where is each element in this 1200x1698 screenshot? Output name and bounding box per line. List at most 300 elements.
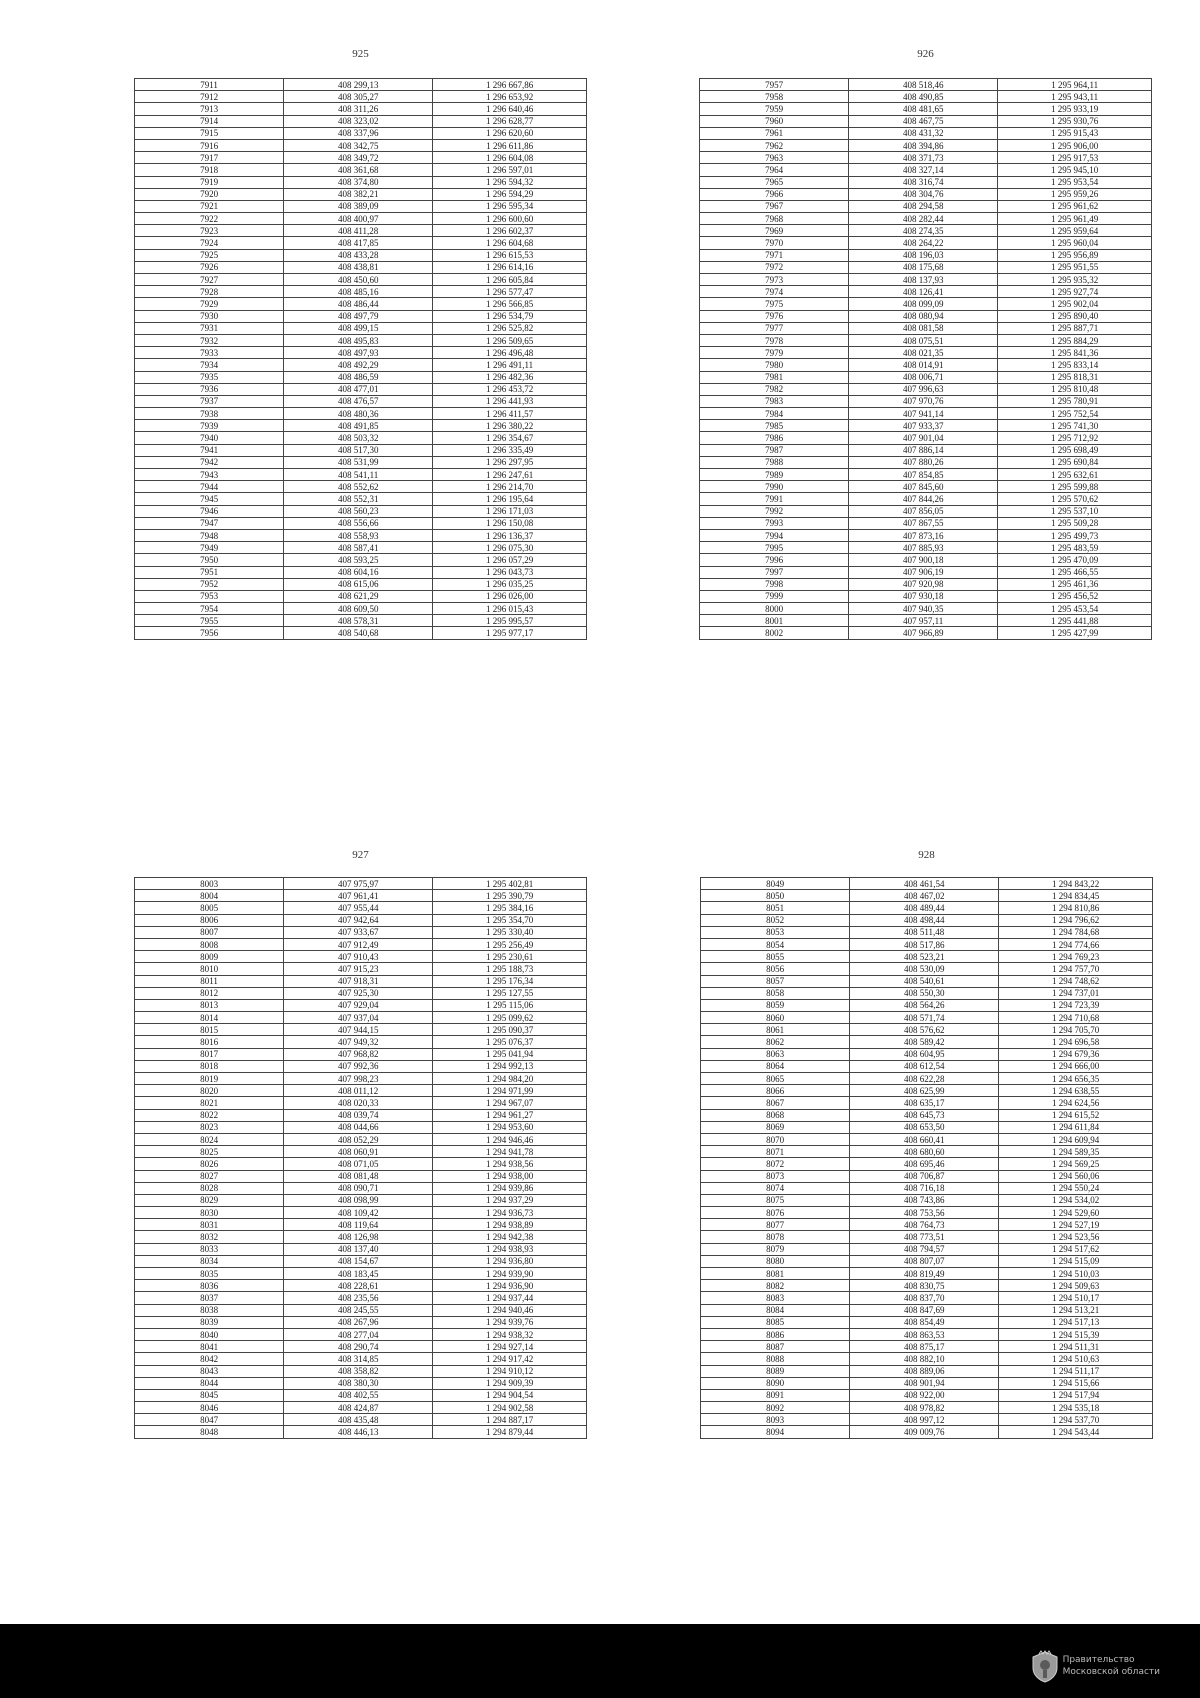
y-coordinate-cell: 1 295 390,79	[433, 890, 587, 902]
table-row	[701, 963, 1153, 975]
table-row	[135, 1255, 587, 1267]
table-row	[135, 139, 587, 151]
table-row	[135, 347, 587, 359]
y-coordinate-cell: 1 295 884,29	[998, 334, 1152, 346]
table-row	[135, 286, 587, 298]
point-number-cell: 7999	[700, 590, 849, 602]
table-row	[700, 139, 1152, 151]
table-row	[700, 127, 1152, 139]
point-number-cell: 8026	[135, 1158, 284, 1170]
y-coordinate-cell: 1 295 537,10	[998, 505, 1152, 517]
point-number-cell: 8022	[135, 1109, 284, 1121]
y-coordinate-cell: 1 294 517,94	[999, 1389, 1153, 1401]
x-coordinate-cell: 408 081,58	[849, 322, 998, 334]
y-coordinate-cell: 1 295 752,54	[998, 408, 1152, 420]
point-number-cell: 7950	[135, 554, 284, 566]
y-coordinate-cell: 1 295 961,49	[998, 213, 1152, 225]
y-coordinate-cell: 1 294 879,44	[433, 1426, 587, 1438]
point-number-cell: 8089	[701, 1365, 850, 1377]
y-coordinate-cell: 1 294 513,21	[999, 1304, 1153, 1316]
table-row	[700, 286, 1152, 298]
point-number-cell: 8049	[701, 878, 850, 890]
table-row	[701, 890, 1153, 902]
point-number-cell: 7915	[135, 127, 284, 139]
x-coordinate-cell: 408 889,06	[850, 1365, 999, 1377]
x-coordinate-cell: 408 485,16	[284, 286, 433, 298]
table-row	[135, 152, 587, 164]
table-row	[135, 1328, 587, 1340]
y-coordinate-cell: 1 295 915,43	[998, 127, 1152, 139]
y-coordinate-cell: 1 295 076,37	[433, 1036, 587, 1048]
table-row	[135, 1268, 587, 1280]
x-coordinate-cell: 408 589,42	[850, 1036, 999, 1048]
table-row	[135, 322, 587, 334]
y-coordinate-cell: 1 296 354,67	[433, 432, 587, 444]
point-number-cell: 7975	[700, 298, 849, 310]
table-row	[135, 1304, 587, 1316]
point-number-cell: 8003	[135, 878, 284, 890]
table-row	[700, 213, 1152, 225]
x-coordinate-cell: 408 680,60	[850, 1146, 999, 1158]
y-coordinate-cell: 1 294 938,32	[433, 1328, 587, 1340]
y-coordinate-cell: 1 295 833,14	[998, 359, 1152, 371]
y-coordinate-cell: 1 294 936,80	[433, 1255, 587, 1267]
x-coordinate-cell: 408 922,00	[850, 1389, 999, 1401]
table-row	[701, 1146, 1153, 1158]
table-row	[135, 1402, 587, 1414]
table-row	[135, 249, 587, 261]
y-coordinate-cell: 1 295 953,54	[998, 176, 1152, 188]
y-coordinate-cell: 1 296 605,84	[433, 274, 587, 286]
point-number-cell: 8015	[135, 1024, 284, 1036]
point-number-cell: 7977	[700, 322, 849, 334]
table-row	[135, 1036, 587, 1048]
y-coordinate-cell: 1 296 335,49	[433, 444, 587, 456]
y-coordinate-cell: 1 295 690,84	[998, 456, 1152, 468]
x-coordinate-cell: 408 080,94	[849, 310, 998, 322]
table-row	[700, 432, 1152, 444]
point-number-cell: 8044	[135, 1377, 284, 1389]
point-number-cell: 8081	[701, 1268, 850, 1280]
point-number-cell: 8047	[135, 1414, 284, 1426]
y-coordinate-cell: 1 294 550,24	[999, 1182, 1153, 1194]
x-coordinate-cell: 408 612,54	[850, 1060, 999, 1072]
x-coordinate-cell: 408 417,85	[284, 237, 433, 249]
table-row	[700, 627, 1152, 639]
y-coordinate-cell: 1 294 527,19	[999, 1219, 1153, 1231]
page-number: 927	[352, 849, 369, 861]
y-coordinate-cell: 1 294 696,58	[999, 1036, 1153, 1048]
point-number-cell: 8051	[701, 902, 850, 914]
table-row	[701, 1268, 1153, 1280]
table-row	[135, 1182, 587, 1194]
x-coordinate-cell: 408 716,18	[850, 1182, 999, 1194]
y-coordinate-cell: 1 295 099,62	[433, 1012, 587, 1024]
point-number-cell: 8073	[701, 1170, 850, 1182]
table-row	[135, 902, 587, 914]
table-row	[700, 359, 1152, 371]
y-coordinate-cell: 1 294 611,84	[999, 1121, 1153, 1133]
y-coordinate-cell: 1 294 942,38	[433, 1231, 587, 1243]
footer-bar	[0, 1624, 1200, 1698]
point-number-cell: 8009	[135, 951, 284, 963]
x-coordinate-cell: 407 957,11	[849, 615, 998, 627]
point-number-cell: 7989	[700, 469, 849, 481]
table-row	[701, 1182, 1153, 1194]
point-number-cell: 8011	[135, 975, 284, 987]
y-coordinate-cell: 1 296 491,11	[433, 359, 587, 371]
table-row	[135, 1073, 587, 1085]
x-coordinate-cell: 407 873,16	[849, 529, 998, 541]
table-row	[700, 176, 1152, 188]
table-row	[700, 334, 1152, 346]
x-coordinate-cell: 408 424,87	[284, 1402, 433, 1414]
x-coordinate-cell: 408 389,09	[284, 200, 433, 212]
page-926	[699, 48, 1152, 738]
x-coordinate-cell: 407 900,18	[849, 554, 998, 566]
table-row	[135, 529, 587, 541]
point-number-cell: 7938	[135, 408, 284, 420]
x-coordinate-cell: 408 361,68	[284, 164, 433, 176]
table-row	[135, 926, 587, 938]
y-coordinate-cell: 1 296 482,36	[433, 371, 587, 383]
x-coordinate-cell: 408 052,29	[284, 1133, 433, 1145]
table-row	[701, 902, 1153, 914]
y-coordinate-cell: 1 294 769,23	[999, 951, 1153, 963]
y-coordinate-cell: 1 294 971,99	[433, 1085, 587, 1097]
x-coordinate-cell: 408 228,61	[284, 1280, 433, 1292]
table-row	[700, 456, 1152, 468]
point-number-cell: 7959	[700, 103, 849, 115]
table-row	[700, 91, 1152, 103]
x-coordinate-cell: 408 819,49	[850, 1268, 999, 1280]
y-coordinate-cell: 1 294 953,60	[433, 1121, 587, 1133]
x-coordinate-cell: 408 523,21	[850, 951, 999, 963]
y-coordinate-cell: 1 296 604,68	[433, 237, 587, 249]
point-number-cell: 7923	[135, 225, 284, 237]
x-coordinate-cell: 408 552,62	[284, 481, 433, 493]
point-number-cell: 7914	[135, 115, 284, 127]
table-row	[700, 603, 1152, 615]
y-coordinate-cell: 1 294 517,62	[999, 1243, 1153, 1255]
y-coordinate-cell: 1 295 841,36	[998, 347, 1152, 359]
y-coordinate-cell: 1 294 615,52	[999, 1109, 1153, 1121]
x-coordinate-cell: 408 495,83	[284, 334, 433, 346]
y-coordinate-cell: 1 295 890,40	[998, 310, 1152, 322]
x-coordinate-cell: 408 402,55	[284, 1389, 433, 1401]
y-coordinate-cell: 1 295 483,59	[998, 542, 1152, 554]
point-number-cell: 8050	[701, 890, 850, 902]
table-row	[135, 963, 587, 975]
y-coordinate-cell: 1 294 535,18	[999, 1402, 1153, 1414]
y-coordinate-cell: 1 296 214,70	[433, 481, 587, 493]
table-row	[135, 627, 587, 639]
point-number-cell: 8083	[701, 1292, 850, 1304]
y-coordinate-cell: 1 294 534,02	[999, 1194, 1153, 1206]
y-coordinate-cell: 1 296 043,73	[433, 566, 587, 578]
y-coordinate-cell: 1 294 843,22	[999, 878, 1153, 890]
point-number-cell: 7972	[700, 261, 849, 273]
y-coordinate-cell: 1 294 515,09	[999, 1255, 1153, 1267]
point-number-cell: 7991	[700, 493, 849, 505]
point-number-cell: 8035	[135, 1268, 284, 1280]
x-coordinate-cell: 408 635,17	[850, 1097, 999, 1109]
table-row	[135, 878, 587, 890]
x-coordinate-cell: 408 481,65	[849, 103, 998, 115]
point-number-cell: 8027	[135, 1170, 284, 1182]
point-number-cell: 8084	[701, 1304, 850, 1316]
point-number-cell: 7976	[700, 310, 849, 322]
point-number-cell: 7998	[700, 578, 849, 590]
point-number-cell: 8031	[135, 1219, 284, 1231]
point-number-cell: 8028	[135, 1182, 284, 1194]
table-row	[701, 1365, 1153, 1377]
table-row	[701, 938, 1153, 950]
point-number-cell: 7955	[135, 615, 284, 627]
y-coordinate-cell: 1 295 961,62	[998, 200, 1152, 212]
x-coordinate-cell: 408 006,71	[849, 371, 998, 383]
point-number-cell: 8054	[701, 938, 850, 950]
point-number-cell: 8062	[701, 1036, 850, 1048]
table-row	[700, 493, 1152, 505]
x-coordinate-cell: 408 380,30	[284, 1377, 433, 1389]
y-coordinate-cell: 1 295 960,04	[998, 237, 1152, 249]
point-number-cell: 8002	[700, 627, 849, 639]
y-coordinate-cell: 1 294 517,13	[999, 1316, 1153, 1328]
coordinates-table	[699, 78, 1152, 640]
table-row	[700, 200, 1152, 212]
x-coordinate-cell: 408 467,75	[849, 115, 998, 127]
table-row	[701, 1121, 1153, 1133]
table-row	[135, 383, 587, 395]
x-coordinate-cell: 408 518,46	[849, 79, 998, 91]
x-coordinate-cell: 408 394,86	[849, 139, 998, 151]
x-coordinate-cell: 408 126,98	[284, 1231, 433, 1243]
x-coordinate-cell: 408 552,31	[284, 493, 433, 505]
point-number-cell: 7921	[135, 200, 284, 212]
y-coordinate-cell: 1 295 230,61	[433, 951, 587, 963]
point-number-cell: 8024	[135, 1133, 284, 1145]
point-number-cell: 7918	[135, 164, 284, 176]
table-row	[701, 1036, 1153, 1048]
x-coordinate-cell: 408 382,21	[284, 188, 433, 200]
point-number-cell: 7941	[135, 444, 284, 456]
x-coordinate-cell: 408 290,74	[284, 1341, 433, 1353]
y-coordinate-cell: 1 294 511,17	[999, 1365, 1153, 1377]
y-coordinate-cell: 1 295 456,52	[998, 590, 1152, 602]
coordinates-table	[700, 877, 1153, 1439]
y-coordinate-cell: 1 296 611,86	[433, 139, 587, 151]
point-number-cell: 8012	[135, 987, 284, 999]
y-coordinate-cell: 1 295 741,30	[998, 420, 1152, 432]
x-coordinate-cell: 408 489,44	[850, 902, 999, 914]
x-coordinate-cell: 407 906,19	[849, 566, 998, 578]
x-coordinate-cell: 408 011,12	[284, 1085, 433, 1097]
table-row	[701, 914, 1153, 926]
table-row	[701, 878, 1153, 890]
point-number-cell: 7926	[135, 261, 284, 273]
x-coordinate-cell: 408 337,96	[284, 127, 433, 139]
point-number-cell: 8030	[135, 1207, 284, 1219]
y-coordinate-cell: 1 294 946,46	[433, 1133, 587, 1145]
table-row	[135, 456, 587, 468]
table-row	[135, 542, 587, 554]
table-row	[701, 1353, 1153, 1365]
point-number-cell: 7966	[700, 188, 849, 200]
point-number-cell: 8046	[135, 1402, 284, 1414]
y-coordinate-cell: 1 294 909,39	[433, 1377, 587, 1389]
table-row	[701, 1377, 1153, 1389]
table-row	[700, 310, 1152, 322]
y-coordinate-cell: 1 295 959,64	[998, 225, 1152, 237]
point-number-cell: 8005	[135, 902, 284, 914]
table-row	[700, 383, 1152, 395]
y-coordinate-cell: 1 295 712,92	[998, 432, 1152, 444]
x-coordinate-cell: 408 604,95	[850, 1048, 999, 1060]
y-coordinate-cell: 1 296 026,00	[433, 590, 587, 602]
table-row	[135, 274, 587, 286]
point-number-cell: 8064	[701, 1060, 850, 1072]
point-number-cell: 8074	[701, 1182, 850, 1194]
y-coordinate-cell: 1 294 509,63	[999, 1280, 1153, 1292]
point-number-cell: 8066	[701, 1085, 850, 1097]
x-coordinate-cell: 408 875,17	[850, 1341, 999, 1353]
point-number-cell: 8017	[135, 1048, 284, 1060]
point-number-cell: 7983	[700, 395, 849, 407]
table-row	[135, 103, 587, 115]
y-coordinate-cell: 1 295 441,88	[998, 615, 1152, 627]
table-row	[701, 1426, 1153, 1438]
point-number-cell: 8000	[700, 603, 849, 615]
x-coordinate-cell: 408 467,02	[850, 890, 999, 902]
table-row	[701, 1073, 1153, 1085]
table-row	[701, 926, 1153, 938]
x-coordinate-cell: 408 997,12	[850, 1414, 999, 1426]
point-number-cell: 8076	[701, 1207, 850, 1219]
x-coordinate-cell: 407 920,98	[849, 578, 998, 590]
x-coordinate-cell: 408 794,57	[850, 1243, 999, 1255]
y-coordinate-cell: 1 295 917,53	[998, 152, 1152, 164]
table-row	[135, 127, 587, 139]
point-number-cell: 7970	[700, 237, 849, 249]
table-row	[135, 1012, 587, 1024]
y-coordinate-cell: 1 295 499,73	[998, 529, 1152, 541]
x-coordinate-cell: 408 126,41	[849, 286, 998, 298]
x-coordinate-cell: 407 856,05	[849, 505, 998, 517]
y-coordinate-cell: 1 296 577,47	[433, 286, 587, 298]
y-coordinate-cell: 1 295 427,99	[998, 627, 1152, 639]
y-coordinate-cell: 1 294 679,36	[999, 1048, 1153, 1060]
point-number-cell: 8032	[135, 1231, 284, 1243]
point-number-cell: 8087	[701, 1341, 850, 1353]
table-row	[135, 176, 587, 188]
x-coordinate-cell: 408 743,86	[850, 1194, 999, 1206]
point-number-cell: 7978	[700, 334, 849, 346]
y-coordinate-cell: 1 294 638,55	[999, 1085, 1153, 1097]
point-number-cell: 8078	[701, 1231, 850, 1243]
point-number-cell: 8070	[701, 1133, 850, 1145]
y-coordinate-cell: 1 294 537,70	[999, 1414, 1153, 1426]
y-coordinate-cell: 1 295 698,49	[998, 444, 1152, 456]
table-row	[135, 1243, 587, 1255]
table-row	[135, 444, 587, 456]
table-row	[701, 1048, 1153, 1060]
y-coordinate-cell: 1 296 441,93	[433, 395, 587, 407]
y-coordinate-cell: 1 296 057,29	[433, 554, 587, 566]
y-coordinate-cell: 1 294 940,46	[433, 1304, 587, 1316]
y-coordinate-cell: 1 294 560,06	[999, 1170, 1153, 1182]
y-coordinate-cell: 1 296 411,57	[433, 408, 587, 420]
x-coordinate-cell: 408 075,51	[849, 334, 998, 346]
table-row	[700, 420, 1152, 432]
point-number-cell: 7957	[700, 79, 849, 91]
x-coordinate-cell: 408 491,85	[284, 420, 433, 432]
table-row	[700, 237, 1152, 249]
x-coordinate-cell: 407 854,85	[849, 469, 998, 481]
x-coordinate-cell: 408 498,44	[850, 914, 999, 926]
y-coordinate-cell: 1 294 937,29	[433, 1194, 587, 1206]
coordinates-table	[134, 78, 587, 640]
y-coordinate-cell: 1 295 632,61	[998, 469, 1152, 481]
table-row	[135, 432, 587, 444]
y-coordinate-cell: 1 295 933,19	[998, 103, 1152, 115]
table-row	[700, 395, 1152, 407]
point-number-cell: 7942	[135, 456, 284, 468]
y-coordinate-cell: 1 295 176,34	[433, 975, 587, 987]
point-number-cell: 8071	[701, 1146, 850, 1158]
point-number-cell: 8014	[135, 1012, 284, 1024]
point-number-cell: 8075	[701, 1194, 850, 1206]
table-row	[135, 938, 587, 950]
x-coordinate-cell: 408 183,45	[284, 1268, 433, 1280]
point-number-cell: 8072	[701, 1158, 850, 1170]
table-row	[701, 1109, 1153, 1121]
coordinates-table	[134, 877, 587, 1439]
y-coordinate-cell: 1 294 938,89	[433, 1219, 587, 1231]
point-number-cell: 7992	[700, 505, 849, 517]
point-number-cell: 7956	[135, 627, 284, 639]
footer-line-2: Московской области	[1062, 1667, 1160, 1677]
table-row	[701, 1060, 1153, 1072]
point-number-cell: 7964	[700, 164, 849, 176]
table-row	[700, 298, 1152, 310]
table-row	[135, 505, 587, 517]
point-number-cell: 7911	[135, 79, 284, 91]
y-coordinate-cell: 1 295 945,10	[998, 164, 1152, 176]
point-number-cell: 8067	[701, 1097, 850, 1109]
point-number-cell: 7974	[700, 286, 849, 298]
x-coordinate-cell: 408 773,51	[850, 1231, 999, 1243]
table-row	[701, 1194, 1153, 1206]
x-coordinate-cell: 408 154,67	[284, 1255, 433, 1267]
table-row	[701, 1316, 1153, 1328]
y-coordinate-cell: 1 296 628,77	[433, 115, 587, 127]
y-coordinate-cell: 1 295 935,32	[998, 274, 1152, 286]
point-number-cell: 7971	[700, 249, 849, 261]
point-number-cell: 7943	[135, 469, 284, 481]
footer-line-1: Правительство	[1062, 1655, 1135, 1665]
point-number-cell: 7982	[700, 383, 849, 395]
y-coordinate-cell: 1 296 297,95	[433, 456, 587, 468]
x-coordinate-cell: 408 277,04	[284, 1328, 433, 1340]
point-number-cell: 7937	[135, 395, 284, 407]
point-number-cell: 7936	[135, 383, 284, 395]
table-row	[135, 188, 587, 200]
table-row	[700, 164, 1152, 176]
point-number-cell: 7985	[700, 420, 849, 432]
point-number-cell: 8077	[701, 1219, 850, 1231]
y-coordinate-cell: 1 294 515,66	[999, 1377, 1153, 1389]
